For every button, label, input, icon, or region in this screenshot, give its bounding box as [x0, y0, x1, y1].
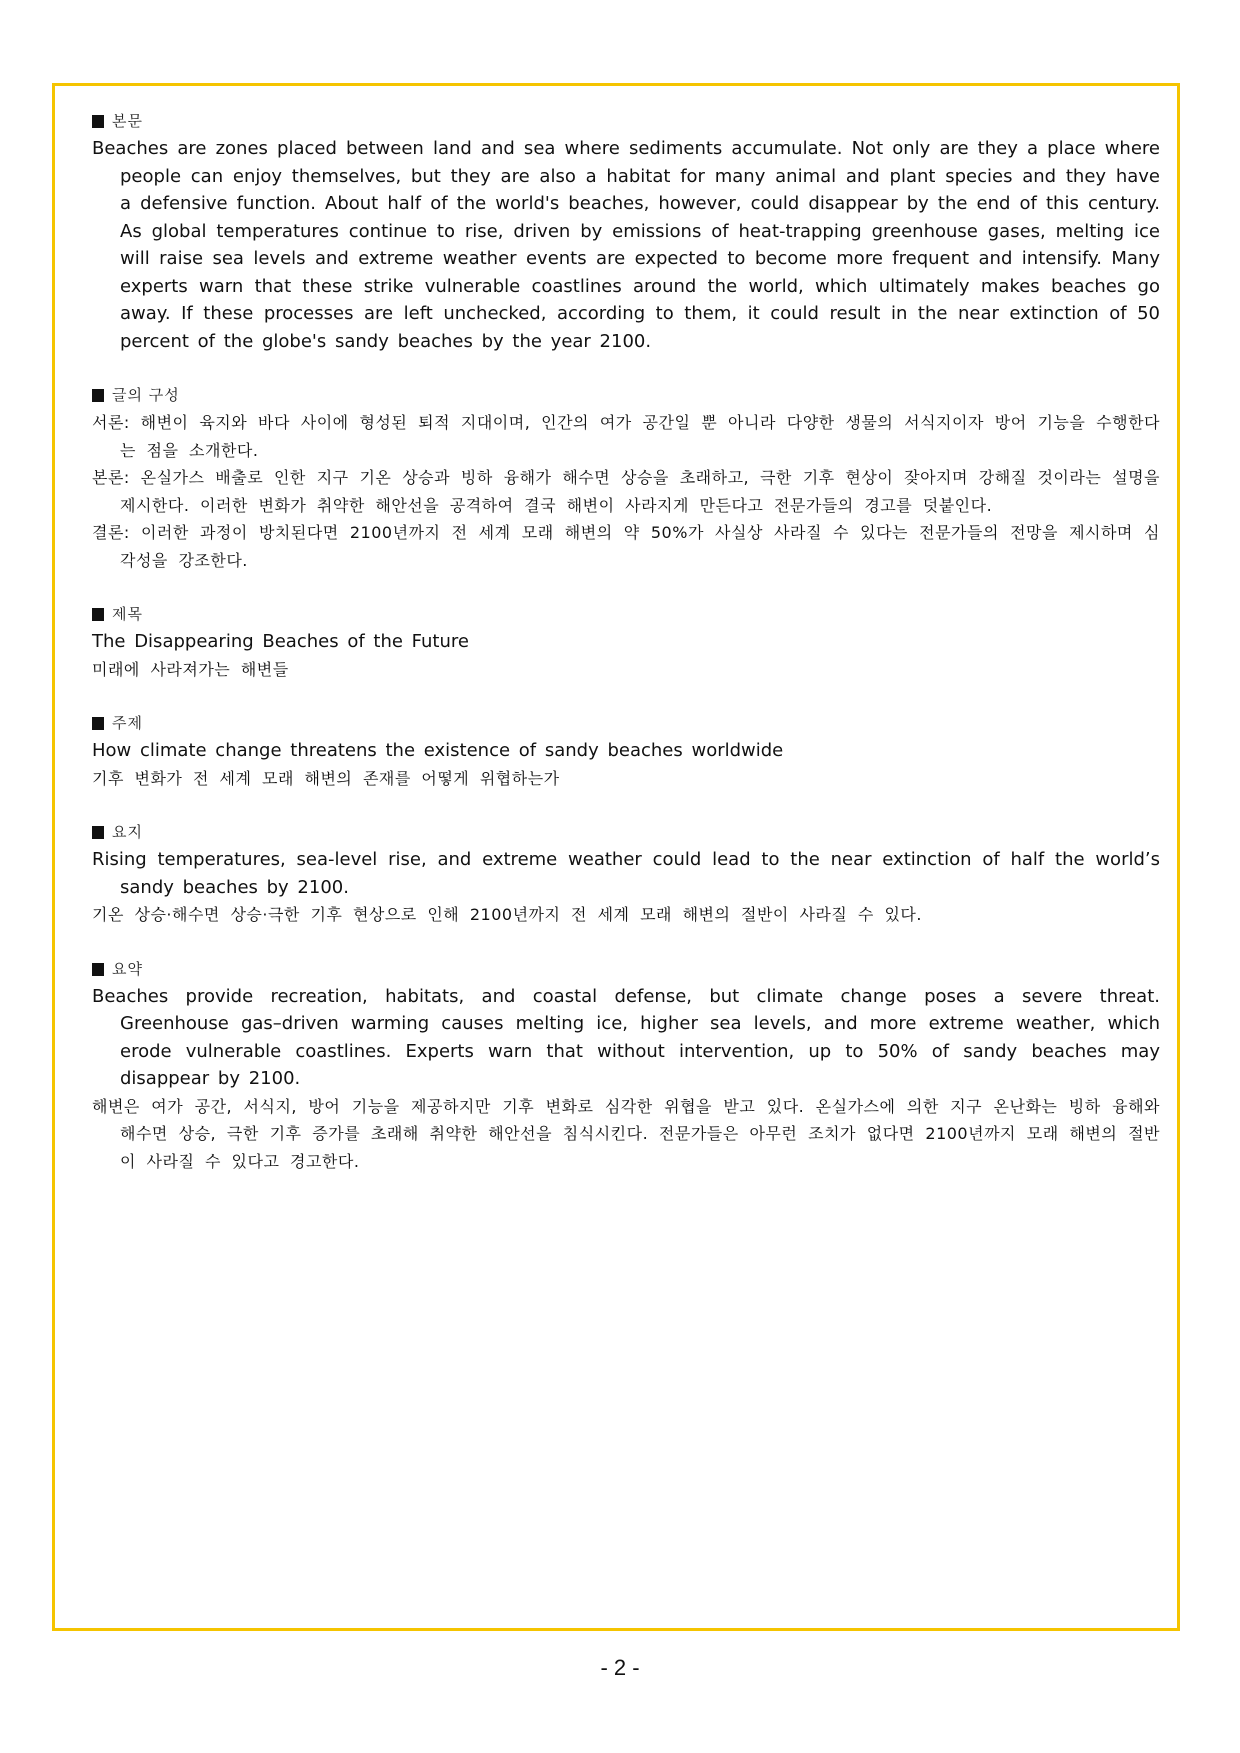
- topic-english: How climate change threatens the existence of sandy beaches worldwide: [92, 740, 784, 761]
- section-heading: [92, 819, 1160, 846]
- structure-conclusion: 결론: 이러한 과정이 방치된다면 2100년까지 전 세계 모래 해변의 약 50%가 사실상 사라질 수 있다는 전문가들의 전망을 제시하며 심각성을 강조한다.: [92, 523, 1160, 570]
- section-heading: [92, 956, 1160, 983]
- section-gist: [92, 819, 1160, 929]
- summary-english: Beaches provide recreation, habitats, and coastal defense, but climate change poses a severe threat. Greenhouse gas–driven warming causes melting ice, higher sea levels, and more extreme weather, which erode vulnerable coastlines. Experts warn that without intervention, up to 50% of sandy beaches may disappear by 2100.: [92, 985, 1160, 1089]
- heading-label: 요약: [112, 959, 143, 978]
- section-heading: [92, 601, 1160, 628]
- section-heading: [92, 710, 1160, 737]
- heading-label: 글의 구성: [112, 386, 180, 404]
- black-square-bullet-icon: [92, 608, 104, 621]
- gist-korean: 기온 상승·해수면 상승·극한 기후 현상으로 인해 2100년까지 전 세계 모래 해변의 절반이 사라질 수 있다.: [92, 905, 922, 924]
- section-body: [92, 108, 1160, 355]
- section-heading: [92, 382, 1160, 409]
- section-heading: [92, 108, 1160, 135]
- black-square-bullet-icon: [92, 389, 104, 402]
- black-square-bullet-icon: [92, 717, 104, 730]
- heading-label: 제목: [112, 605, 143, 623]
- section-topic: [92, 710, 1160, 792]
- heading-label: 주제: [112, 714, 143, 732]
- heading-label: 요지: [112, 823, 143, 841]
- black-square-bullet-icon: [92, 826, 104, 839]
- title-english: The Disappearing Beaches of the Future: [92, 631, 469, 652]
- section-title: [92, 601, 1160, 683]
- structure-intro: 서론: 해변이 육지와 바다 사이에 형성된 퇴적 지대이며, 인간의 여가 공간일 뿐 아니라 다양한 생물의 서식지이자 방어 기능을 수행한다는 점을 소개한다.: [92, 413, 1160, 460]
- page-number: - 2 -: [600, 1655, 640, 1680]
- topic-korean: 기후 변화가 전 세계 모래 해변의 존재를 어떻게 위협하는가: [92, 768, 560, 788]
- section-structure: [92, 382, 1160, 574]
- structure-body: 본론: 온실가스 배출로 인한 지구 기온 상승과 빙하 융해가 해수면 상승을 초래하고, 극한 기후 현상이 잦아지며 강해질 것이라는 설명을 제시한다. 이러한 변화가 취약한 해안선을 공격하여 결국 해변이 사라지게 만든다고 전문가들의 경고를 덧붙인다.: [92, 468, 1160, 515]
- document-content: [92, 108, 1160, 1202]
- body-paragraph: Beaches are zones placed between land and sea where sediments accumulate. Not only are they a place where people can enjoy themselves, but they are also a habitat for many animal and plant species and they have a defensive function. About half of the world's beaches, however, could disappear by the end of this century. As global temperatures continue to rise, driven by emissions of heat-trapping greenhouse gases, melting ice will raise sea levels and extreme weather events are expected to become more frequent and intensify. Many experts warn that these strike vulnerable coastlines around the world, which ultimately makes beaches go away. If these processes are left unchecked, according to them, it could result in the near extinction of 50 percent of the globe's sandy beaches by the year 2100.: [92, 138, 1160, 352]
- black-square-bullet-icon: [92, 115, 104, 128]
- section-summary: [92, 956, 1160, 1176]
- gist-english: Rising temperatures, sea-level rise, and extreme weather could lead to the near extinction of half the world’s sandy beaches by 2100.: [92, 849, 1160, 898]
- heading-label: 본문: [112, 112, 143, 130]
- summary-korean: 해변은 여가 공간, 서식지, 방어 기능을 제공하지만 기후 변화로 심각한 위협을 받고 있다. 온실가스에 의한 지구 온난화는 빙하 융해와 해수면 상승, 극한 기후 증가를 초래해 취약한 해안선을 침식시킨다. 전문가들은 아무런 조치가 없다면 2100년까지 모래 해변의 절반이 사라질 수 있다고 경고한다.: [92, 1096, 1160, 1171]
- title-korean: 미래에 사라져가는 해변들: [92, 659, 289, 679]
- black-square-bullet-icon: [92, 963, 104, 976]
